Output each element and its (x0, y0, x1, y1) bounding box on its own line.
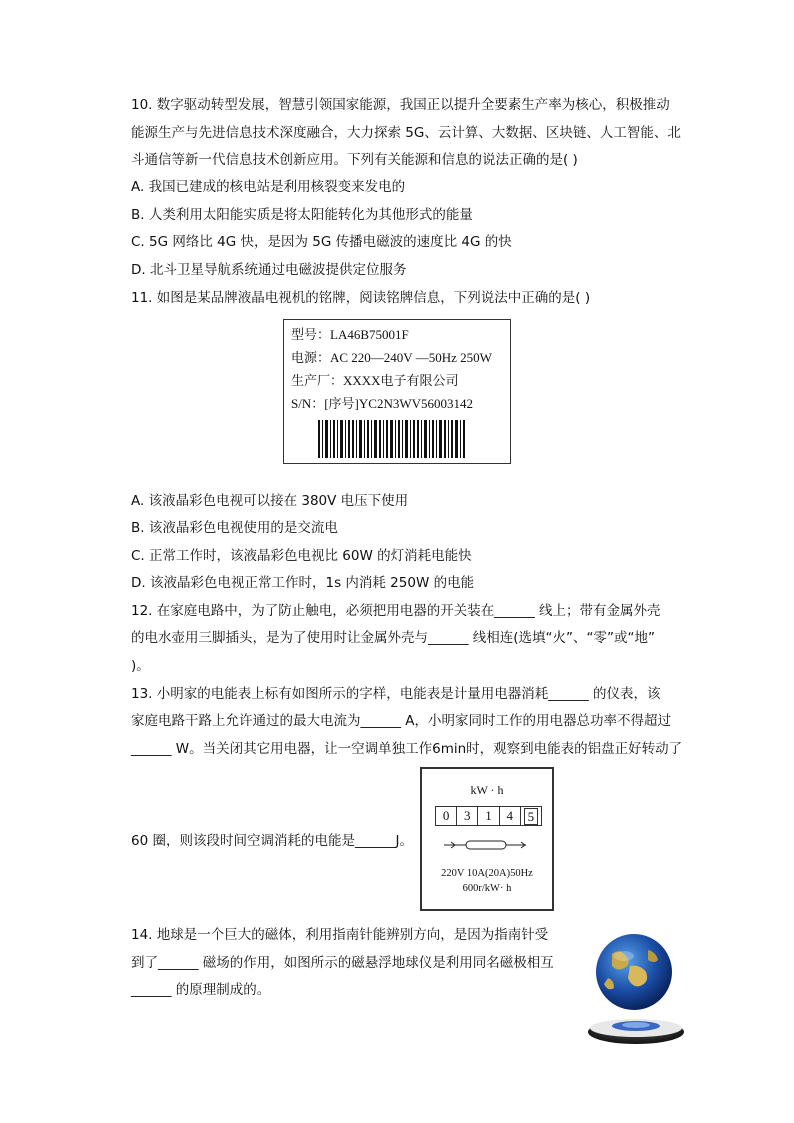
q12-line-1: 12. 在家庭电路中，为了防止触电，必须把用电器的开关装在______ 线上；带有金属外壳 (131, 603, 661, 619)
q14-line-3: ______ 的原理制成的。 (131, 982, 271, 998)
meter-counter (435, 806, 542, 826)
q13-line-4: 60 圈，则该段时间空调消耗的电能是______J。 (131, 833, 413, 849)
meter-disc-icon (442, 838, 532, 852)
q11-option-a: A. 该液晶彩色电视可以接在 380V 电压下使用 (131, 493, 409, 509)
q14-line-1: 14. 地球是一个巨大的磁体，利用指南针能辨别方向，是因为指南针受 (131, 927, 549, 943)
q10-line-3: 斗通信等新一代信息技术创新应用。下列有关能源和信息的说法正确的是( ) (131, 152, 578, 168)
meter-digit: 3 (457, 807, 478, 825)
q14-line-2: 到了______ 磁场的作用，如图所示的磁悬浮地球仪是利用同名磁极相互 (131, 955, 554, 971)
meter-unit-label: kW · h (470, 783, 504, 797)
meter-spec-rating: 220V 10A(20A)50Hz (441, 868, 533, 879)
meter-decimal-value: 5 (524, 808, 539, 825)
nameplate-power: 电源：AC 220—240V —50Hz 250W (291, 350, 492, 365)
nameplate-maker: 生产厂：XXXX电子有限公司 (291, 373, 459, 388)
q11-option-c: C. 正常工作时，该液晶彩色电视比 60W 的灯消耗电能快 (131, 548, 472, 564)
meter-spec-constant: 600r/kW· h (462, 883, 512, 894)
barcode-image (318, 420, 468, 458)
q11-stem: 11. 如图是某品牌液晶电视机的铭牌，阅读铭牌信息，下列说法中正确的是( ) (131, 290, 591, 306)
energy-meter-figure (420, 767, 554, 911)
maglev-globe-image (582, 932, 692, 1052)
q10-line-1: 10. 数字驱动转型发展，智慧引领国家能源，我国正以提升全要素生产率为核心，积极推动 (131, 97, 670, 113)
q12-line-3: )。 (131, 658, 150, 674)
q11-option-d: D. 该液晶彩色电视正常工作时，1s 内消耗 250W 的电能 (131, 575, 475, 591)
q13-line-1: 13. 小明家的电能表上标有如图所示的字样，电能表是计量用电器消耗______ 的仪表，该 (131, 686, 661, 702)
q11-option-b: B. 该液晶彩色电视使用的是交流电 (131, 520, 338, 536)
tv-nameplate-figure (283, 319, 511, 464)
q13-line-2: 家庭电路干路上允许通过的最大电流为______ A，小明家同时工作的用电器总功率不得超过 (131, 713, 672, 729)
q10-option-b: B. 人类利用太阳能实质是将太阳能转化为其他形式的能量 (131, 207, 473, 223)
q10-option-c: C. 5G 网络比 4G 快，是因为 5G 传播电磁波的速度比 4G 的快 (131, 234, 512, 250)
nameplate-model: 型号：LA46B75001F (291, 327, 409, 342)
meter-digit: 0 (436, 807, 457, 825)
meter-decimal-digit (521, 807, 541, 825)
q10-line-2: 能源生产与先进信息技术深度融合，大力探索 5G、云计算、大数据、区块链、人工智能、北 (131, 125, 681, 141)
q10-option-a: A. 我国已建成的核电站是利用核裂变来发电的 (131, 179, 406, 195)
q13-line-3: ______ W。当关闭其它用电器，让一空调单独工作6min时，观察到电能表的铝盘正好转动了 (131, 741, 683, 757)
q12-line-2: 的电水壶用三脚插头，是为了使用时让金属外壳与______ 线相连(选填“火”、“零”或“地” (131, 630, 656, 646)
q10-option-d: D. 北斗卫星导航系统通过电磁波提供定位服务 (131, 262, 407, 278)
meter-digit: 1 (478, 807, 499, 825)
meter-digit: 4 (500, 807, 521, 825)
nameplate-serial: S/N：[序号]YC2N3WV56003142 (291, 396, 473, 411)
